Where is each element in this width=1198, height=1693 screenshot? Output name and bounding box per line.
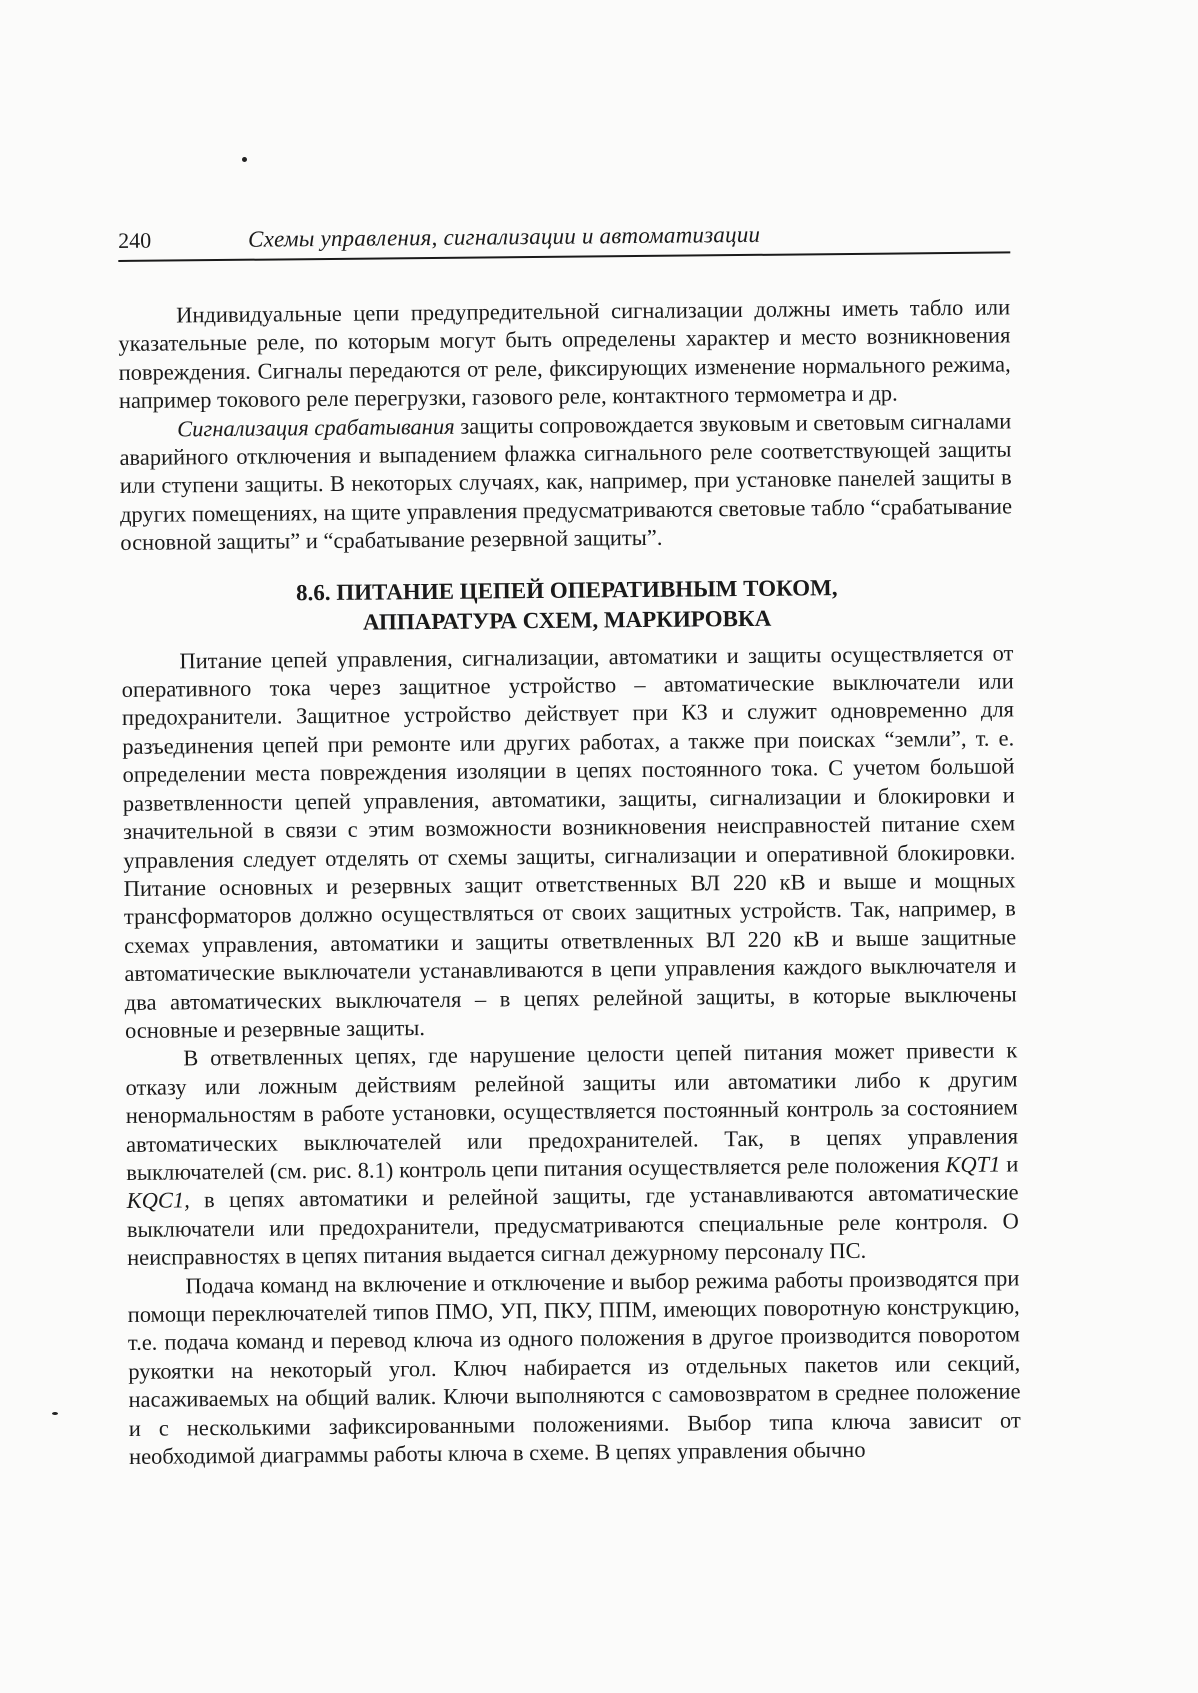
paragraph	[119, 407, 1012, 558]
relay-label: KQT1	[945, 1151, 1001, 1178]
section-heading-line-2: АППАРАТУРА СХЕМ, МАРКИРОВКА	[362, 605, 772, 635]
relay-label: KQC1,	[126, 1187, 190, 1214]
italic-term: Сигнализация срабатывания	[177, 413, 455, 442]
paragraph-text: В ответвленных цепях, где нарушение целости цепей питания может привести к отказу или ложным действиям релейной защиты или автоматики либо к другим ненормальностям в работе установки, осуществляется постоянный контроль за состоянием автоматических выключателей или предохранителей. Так, в цепях управления выключателей (см. рис. 8.1) контроль цепи питания осуществляется реле положения	[125, 1037, 1019, 1185]
paragraph-text: защиты сопровождается звуковым и световым сигналами аварийного отключения и выпадением флажка сигнального реле соответствующей защиты или ступени защиты. В некоторых случаях, как, например, при установке панелей защиты в других помещениях, на щите управления предусматриваются световые табло “срабатывание основной защиты” и “срабатывание резервной защиты”.	[119, 408, 1013, 556]
paragraph: Индивидуальные цепи предупредительной сигнализации должны иметь табло или указательные реле, по которым могут быть определены характер и место возникновения повреждения. Сигналы передаются от реле, фиксирующих изменение нормального режима, например токового реле перегрузки, газового реле, контактного термометра и др.	[118, 294, 1011, 414]
section-heading	[121, 571, 1014, 640]
scan-dot	[52, 1412, 58, 1415]
paragraph-text: и	[1000, 1151, 1019, 1177]
paragraph: Питание цепей управления, сигнализации, автоматики и защиты осуществляется от оперативного тока через защитное устройство – автоматические выключатели или предохранители. Защитное устройство действует при КЗ и служит одновременно для разъединения цепей при ремонте или других работах, а также при поисках “земли”, т. е. определении места повреждения изоляции в цепях постоянного тока. С учетом большой разветвленности цепей управления, автоматики, защиты, сигнализации и блокировки и значительной в связи с этим возможности возникновения неисправностей питание схем управления следует отделять от схемы защиты, сигнализации и оперативной блокировки. Питание основных и резервных защит ответственных ВЛ 220 кВ и выше и мощных трансформаторов должно осуществляться от своих защитных устройств. Так, например, в схемах управления, автоматики и защиты ответвленных ВЛ 220 кВ и выше защитные автоматические выключатели устанавливаются в цепи управления каждого выключателя и два автоматических выключателя – в цепях релейной защиты, в которые выключены основные и резервные защиты.	[121, 640, 1017, 1043]
page-number: 240	[118, 227, 152, 253]
running-title: Схемы управления, сигнализации и автоматизации	[247, 221, 761, 252]
paragraph	[125, 1037, 1019, 1273]
paragraph-text: в цепях автоматики и релейной защиты, где устанавливаются автоматические выключатели или предохранители, предусматриваются специальные реле контроля. О неисправностях в цепях питания выдается сигнал дежурному персоналу ПС.	[126, 1179, 1019, 1271]
paragraph: Подача команд на включение и отключение и выбор режима работы производятся при помощи переключателей типов ПМО, УП, ПКУ, ППМ, имеющих поворотную конструкцию, т.е. подача команд и перевод ключа из одного положения в другое производится поворотом рукоятки на некоторый угол. Ключ набирается из отдельных пакетов или секций, насаживаемых на общий валик. Ключи выполняются с самовозвратом в среднее положение и с несколькими зафиксированными положениями. Выбор типа ключа зависит от необходимой диаграммы работы ключа в схеме. В цепях управления обычно	[127, 1264, 1021, 1469]
section-heading-line-1: 8.6. ПИТАНИЕ ЦЕПЕЙ ОПЕРАТИВНЫМ ТОКОМ,	[295, 574, 838, 605]
page-header	[118, 219, 1010, 262]
body-text	[118, 293, 1021, 1471]
scan-dot	[242, 157, 247, 162]
